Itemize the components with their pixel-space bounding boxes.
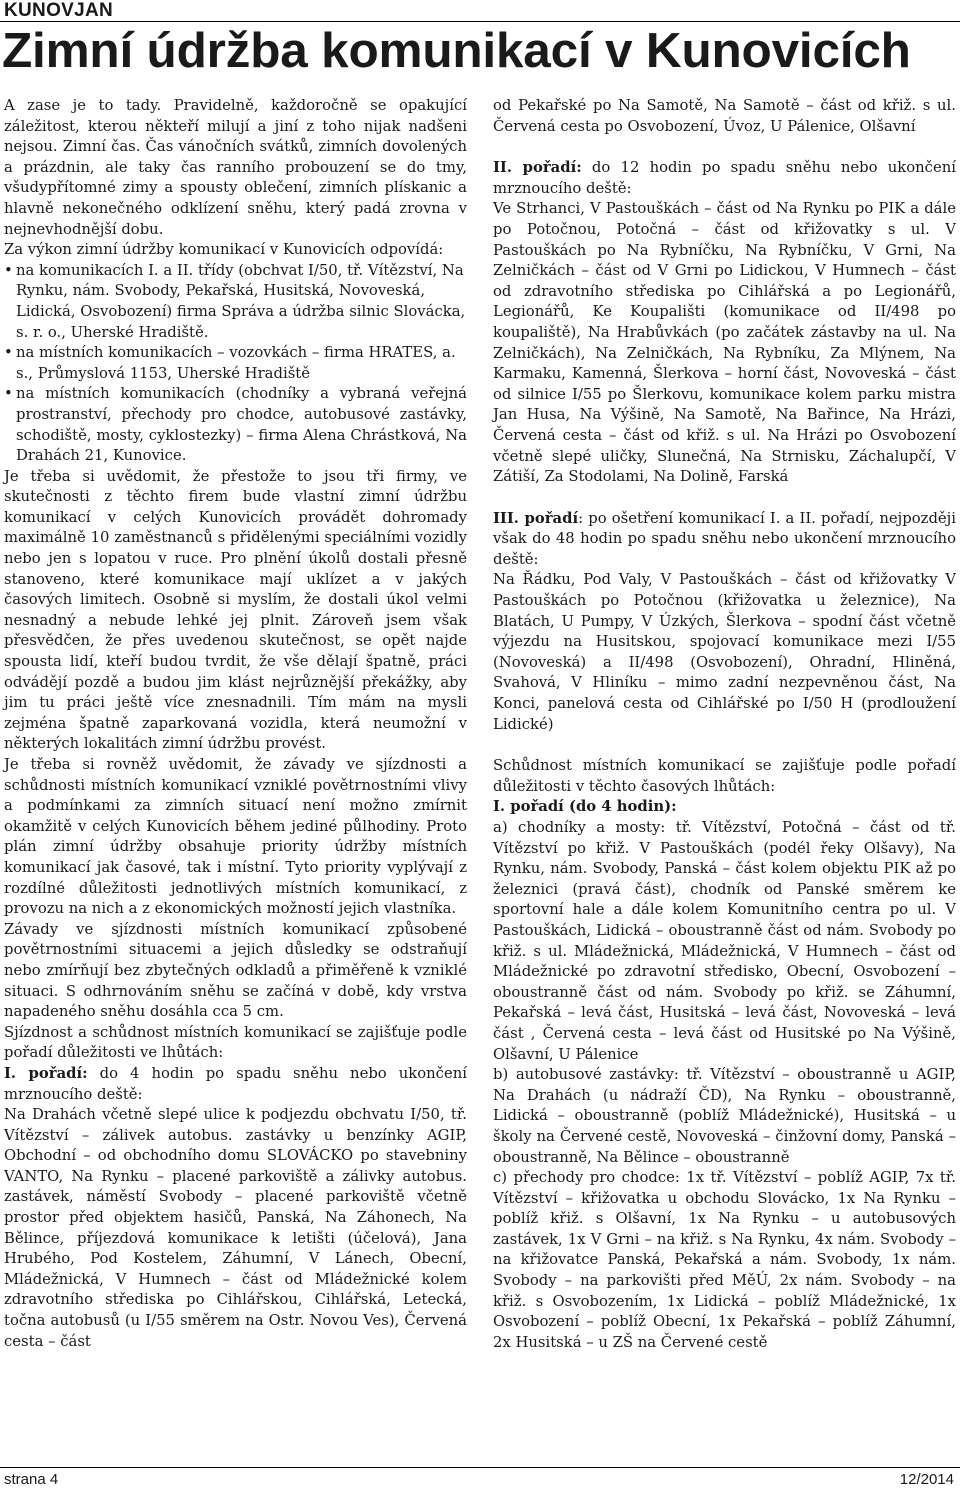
bullet-text: na komunikacích I. a II. třídy (obchvat I/50, tř. Vítězství, Na Rynku, nám. Svobody, Pekařská, Husitská, Novoveská, Lidická, Osvobození) firma Správa a údržba silnic Slovácka, s. r. o., Uherské Hradiště.	[16, 261, 466, 341]
article-title: Zimní údržba komunikací v Kunovicích	[2, 23, 911, 78]
right-column	[493, 96, 956, 1353]
priority-1-label: I. pořadí:	[4, 1064, 88, 1082]
sidewalk-item-b: b) autobusové zastávky: tř. Vítězství – oboustranně u AGIP, Na Drahách (u nádraží ČD), Na Rynku – oboustranně, Lidická – oboustranně (poblíž Mládežnické), Husitská – u školy na Červené cestě, Novoveská – činžovní domy, Panská – oboustranně, Na Bělince – oboustranně	[493, 1066, 956, 1166]
body-paragraph: Je třeba si uvědomit, že přestože to jsou tři firmy, ve skutečnosti z těchto firem bude vlastní zimní údržbu komunikací v celých Kunovicích provádět dohromady maximálně 10 zaměstnanců s přidělenými speciálními vozidly nebo jen s lopatou v ruce. Pro plnění úkolů dostali přesně stanoveno, které komunikace mají uklízet a v jakých časových limitech. Osobně si myslím, že dostali úkol velmi nesnadný a nebude lehké jej plnit. Zároveň jsem však přesvědčen, že přes uvedenou skutečnost, se opět najde spousta lidí, kteří budou tvrdit, že vše dělají špatně, práci odvádějí pozdě a budou jim klást nejrůznější překážky, aby jim tu práci ještě více znesnadnili. Tím mám na mysli zejména špatně zaparkovaná vozidla, která neumožní v některých lokalitách zimní údržbu provést.	[4, 467, 467, 753]
intro-paragraph: A zase je to tady. Pravidelně, každoročně se opakující záležitost, kterou někteří milují a jiní z toho nijak nadšeni nejsou. Zimní čas. Čas vánočních svátků, zimních dovolených a prázdnin, ale taky čas ranního probouzení se do tmy, všudypřítomné zimy a spousty oblečení, zimních plískanic a hlavně nekonečného odklízení sněhu, který padá zrovna v nejnevhodnější dobu.	[4, 97, 467, 238]
sidewalk-item-a: a) chodníky a mosty: tř. Vítězství, Potočná – část od tř. Vítězství po křiž. V Pastouškách (podél řeky Olšavy), Na Rynku, nám. Svobody, Panská – část kolem objektu PIK až po železnici (pravá část), chodník od Panské směrem ke sportovní hale a dále kolem Komunitního centra po ul. V Pastouškách, Lidická – oboustranně část od nám. Svobody po křiž. s ul. Mládežnická, Mládežnická, V Humnech – část od Mládežnické po zdravotní středisko, Obecní, Osvobození – oboustranně část od nám. Svobody po křiž. se Záhumní, Pekařská – levá část, Husitská – levá část, Novoveská – levá část , Červená cesta – levá část od Husitské po Na Výšině, Olšavní, U Pálenice	[493, 819, 956, 1063]
bullet-item	[4, 343, 467, 384]
priority-3-list: Na Řádku, Pod Valy, V Pastouškách – část od křižovatky V Pastouškách po Potočnou (křižovatka u železnice), Na Blatách, U Pumpy, V Úzkých, Šlerkova – spodní část včetně výjezdu na Husitskou, spojovací komunikace mezi I/55 (Novoveská) a II/498 (Osvobození), Ohradní, Hliněná, Svahová, V Hliníku – mimo zadní nezpevněnou část, Na Konci, panelová cesta od Cihlářské po I/50 H (prodloužení Lidické)	[493, 571, 956, 733]
priority-3-text: : po ošetření komunikací I. a II. pořadí, nejpozději však do 48 hodin po spadu sněhu nebo ukončení mrznoucího deště:	[493, 509, 956, 568]
priority-2-text: do 12 hodin po spadu sněhu nebo ukončení mrznoucího deště:	[493, 159, 956, 197]
body-paragraph: Sjízdnost a schůdnost místních komunikací se zajišťuje podle pořadí důležitosti ve lhůtách:	[4, 1023, 467, 1062]
sidewalk-item-c: c) přechody pro chodce: 1x tř. Vítězství – poblíž AGIP, 7x tř. Vítězství – křižovatka u obchodu Slovácko, 1x Na Rynku – poblíž křiž. s Olšavní, 1x Na Rynku – u autobusových zastávek, 1x V Grni – na křiž. s Na Rynku, 4x nám. Svobody – na křižovatce Panská, Pekařská a nám. Svobody, 1x nám. Svobody – na parkovišti před MěÚ, 2x nám. Svobody – na křiž. s Osvobozením, 1x Lidická – poblíž Mládežnické, 1x Osvobození – poblíž Obecní, 1x Pekařská – poblíž Záhumní, 2x Husitská – u ZŠ na Červené cestě	[493, 1169, 956, 1351]
issue-number: 12/2014	[899, 1471, 954, 1488]
responsibility-intro: Za výkon zimní údržby komunikací v Kunovicích odpovídá:	[4, 241, 444, 259]
priority-3-heading	[493, 509, 956, 571]
bullet-text: na místních komunikacích – vozovkách – firma HRATES, a. s., Průmyslová 1153, Uherské Hradiště	[16, 344, 456, 382]
page-number: strana 4	[4, 1471, 59, 1488]
bullet-icon: •	[4, 261, 13, 279]
priority-1-list: Na Drahách včetně slepé ulice k podjezdu obchvatu I/50, tř. Vítězství – zálivek autobus. zastávky u benzínky AGIP, Obchodní – od obchodního domu SLOVÁCKO po stavebniny VANTO, Na Rynku – placené parkoviště a zálivky autobus. zastávek, náměstí Svobody – placené parkoviště včetně prostor před objektem hasičů, Panská, Na Záhonech, Na Bělince, příjezdová komunikace k letišti (účelová), Jana Hrubého, Pod Kostelem, Záhumní, V Lánech, Obecní, Mládežnická, V Humnech – část od Mládežnické kolem zdravotního střediska po Cihlářskou, Cihlářská, Letecká, točna autobusů (u I/55 směrem na Ostr. Novou Ves), Červená cesta – část	[4, 1106, 467, 1350]
spacer	[493, 137, 956, 158]
continued-paragraph: od Pekařské po Na Samotě, Na Samotě – část od křiž. s ul. Červená cesta po Osvobození, Úvoz, U Pálenice, Olšavní	[493, 97, 956, 135]
spacer	[493, 488, 956, 509]
bullet-text: na místních komunikacích (chodníky a vybraná veřejná prostranství, přechody pro chodce, autobusové zastávky, schodiště, mosty, cyklostezky) – firma Alena Chrástková, Na Drahách 21, Kunovice.	[16, 385, 467, 465]
priority-3-label: III. pořadí	[493, 509, 579, 527]
sidewalk-priority-1-heading: I. pořadí (do 4 hodin):	[493, 798, 677, 816]
priority-2-list: Ve Strhanci, V Pastouškách – část od Na Rynku po PIK a dále po Potočnou, Potočná – část od křižovatky s ul. V Pastouškách po Na Rybníčku, Na Rybníčku, V Grni, Na Zelničkách – část od V Grni po Lidickou, V Humnech – část od zdravotního střediska po Cihlářská a po Legionářů, Legionářů, Ke Koupališti (komunikace od II/498 po koupaliště), Na Hrabůvkách (po začátek zástavby na ul. Na Zelničkách), Na Zelničkách, Na Rybníku, Za Mlýnem, Na Karmaku, Kamenná, Šlerkova – horní část, Novoveská – část od silnice I/55 po Šlerkovu, komunikace kolem parku mistra Jan Husa, Na Výšině, Na Samotě, Na Bařince, Na Hrázi, Červená cesta – část od křiž. s ul. Na Hrázi po Osvobození včetně slepé uličky, Slunečná, Na Strnisku, Záchalupčí, V Zátiší, Za Stodolami, Na Dolině, Farská	[493, 200, 956, 486]
sidewalk-intro: Schůdnost místních komunikací se zajišťuje podle pořadí důležitosti v těchto časových lhůtách:	[493, 757, 956, 795]
priority-2-heading	[493, 158, 956, 199]
priority-1-heading	[4, 1064, 467, 1105]
left-column	[4, 96, 467, 1352]
bullet-icon: •	[4, 344, 13, 362]
bullet-icon: •	[4, 385, 13, 403]
section-label: KUNOVJAN	[4, 0, 114, 21]
bullet-item	[4, 261, 467, 343]
spacer	[493, 735, 956, 756]
body-paragraph: Je třeba si rovněž uvědomit, že závady ve sjízdnosti a schůdnosti místních komunikací vzniklé povětrnostními vlivy a podmínkami za zimních situací není možno zmírnit okamžitě v celých Kunovicích během jediné půlhodiny. Proto plán zimní údržby obsahuje priority údržby místních komunikací jak časové, tak i místní. Tyto priority vyplývají z rozdílné důležitosti jednotlivých místních komunikací, z provozu na nich a z ekonomických možností jejich vlastníka.	[4, 756, 467, 918]
priority-1-text: do 4 hodin po spadu sněhu nebo ukončení mrznoucího deště:	[4, 1064, 467, 1103]
body-paragraph: Závady ve sjízdnosti místních komunikací způsobené povětrnostními situacemi a jejich důsledky se odstraňují nebo zmírňují bez zbytečných odkladů a přiměřeně k vzniklé situaci. S odhrnováním sněhu se začíná v době, kdy vrstva napadeného sněhu dosáhla cca 5 cm.	[4, 920, 467, 1021]
priority-2-label: II. pořadí:	[493, 159, 582, 177]
bullet-item	[4, 384, 467, 466]
footer-rule	[0, 1467, 960, 1468]
